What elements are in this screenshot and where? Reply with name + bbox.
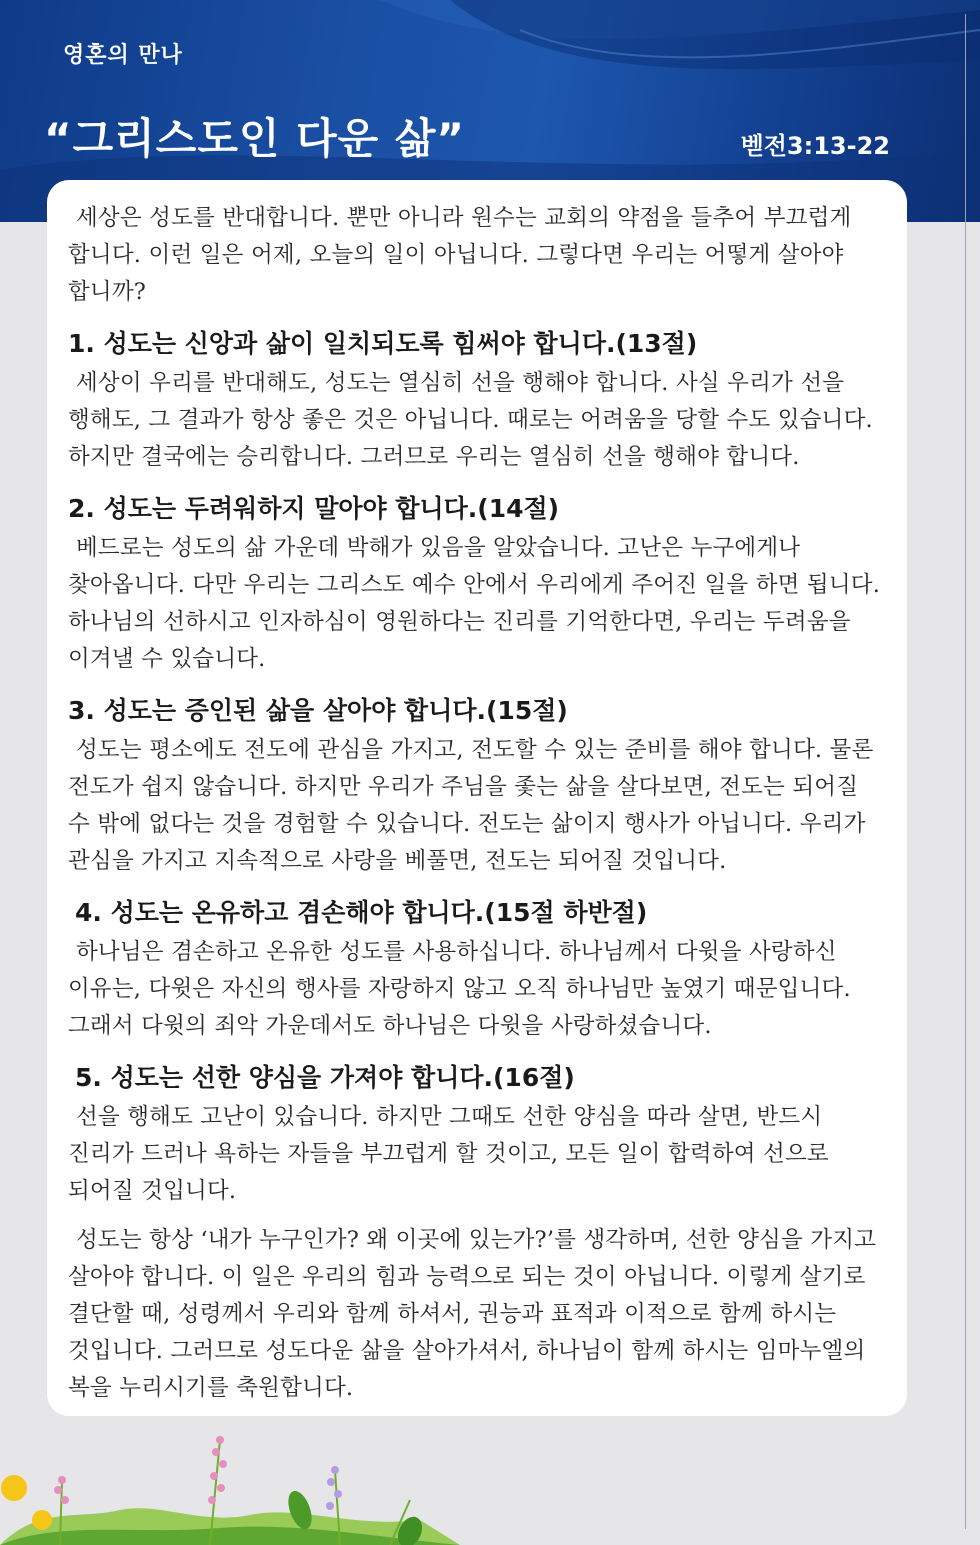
section-2-heading: 2. 성도는 두려워하지 말아야 합니다.(14절) [68, 494, 560, 523]
section-4-heading: 4. 성도는 온유하고 겸손해야 합니다.(15절 하반절) [75, 898, 648, 927]
section-1-body: 세상이 우리를 반대해도, 성도는 열심히 선을 행해야 합니다. 사실 우리가 선을 행해도, 그 결과가 항상 좋은 것은 아닙니다. 때로는 어려움을 당할 수도 있습니다. 하지만 결국에는 승리합니다. 그러므로 우리는 열심히 선을 행해야 합니다. [68, 370, 873, 470]
content-card [47, 180, 907, 1416]
section-label: 영혼의 만나 [63, 43, 183, 68]
conclusion-paragraph: 성도는 항상 ‘내가 누구인가? 왜 이곳에 있는가?’를 생각하며, 선한 양심을 가지고 살아야 합니다. 이 일은 우리의 힘과 능력으로 되는 것이 아닙니다. 이렇게 살기로 결단할 때, 성령께서 우리와 함께 하셔서, 권능과 표적과 이적으로 함께 하시는 것입니다. 그러므로 성도다운 삶을 살아가셔서, 하나님이 함께 하시는 임마누엘의 복을 누리시기를 축원합니다. [68, 1227, 877, 1401]
section-5-body: 선을 행해도 고난이 있습니다. 하지만 그때도 선한 양심을 따라 살면, 반드시 진리가 드러나 욕하는 자들을 부끄럽게 할 것이고, 모든 일이 합력하여 선으로 되어질 것입니다. [68, 1104, 829, 1204]
section-1-heading: 1. 성도는 신앙과 삶이 일치되도록 힘써야 합니다.(13절) [68, 329, 698, 358]
section-3-body: 성도는 평소에도 전도에 관심을 가지고, 전도할 수 있는 준비를 해야 합니다. 물론 전도가 쉽지 않습니다. 하지만 우리가 주님을 좇는 삶을 살다보면, 전도는 되어질 수 밖에 없다는 것을 경험할 수 있습니다. 전도는 삶이지 행사가 아닙니다. 우리가 관심을 가지고 지속적으로 사랑을 베풀면, 전도는 되어질 것입니다. [68, 737, 874, 874]
section-5-heading: 5. 성도는 선한 양심을 가져야 합니다.(16절) [75, 1063, 575, 1092]
border-line [965, 14, 966, 1529]
section-3-heading: 3. 성도는 증인된 삶을 살아야 합니다.(15절) [68, 696, 568, 725]
flower-decoration [0, 1410, 460, 1545]
section-4-body: 하나님은 겸손하고 온유한 성도를 사용하십니다. 하나님께서 다윗을 사랑하신 이유는, 다윗은 자신의 행사를 자랑하지 않고 오직 하나님만 높였기 때문입니다. 그래서 다윗의 죄악 가운데서도 하나님은 다윗을 사랑하셨습니다. [68, 939, 851, 1039]
page-title: “그리스도인 다운 삶” [44, 114, 466, 163]
section-2-body: 베드로는 성도의 삶 가운데 박해가 있음을 알았습니다. 고난은 누구에게나 찾아옵니다. 다만 우리는 그리스도 예수 안에서 우리에게 주어진 일을 하면 됩니다. 하나님의 선하시고 인자하심이 영원하다는 진리를 기억한다면, 우리는 두려움을 이겨낼 수 있습니다. [68, 535, 881, 672]
intro-paragraph: 세상은 성도를 반대합니다. 뿐만 아니라 원수는 교회의 약점을 들추어 부끄럽게 합니다. 이런 일은 어제, 오늘의 일이 아닙니다. 그렇다면 우리는 어떻게 살아야 합니까? [68, 205, 852, 305]
scripture-reference: 벧전3:13-22 [740, 132, 890, 160]
